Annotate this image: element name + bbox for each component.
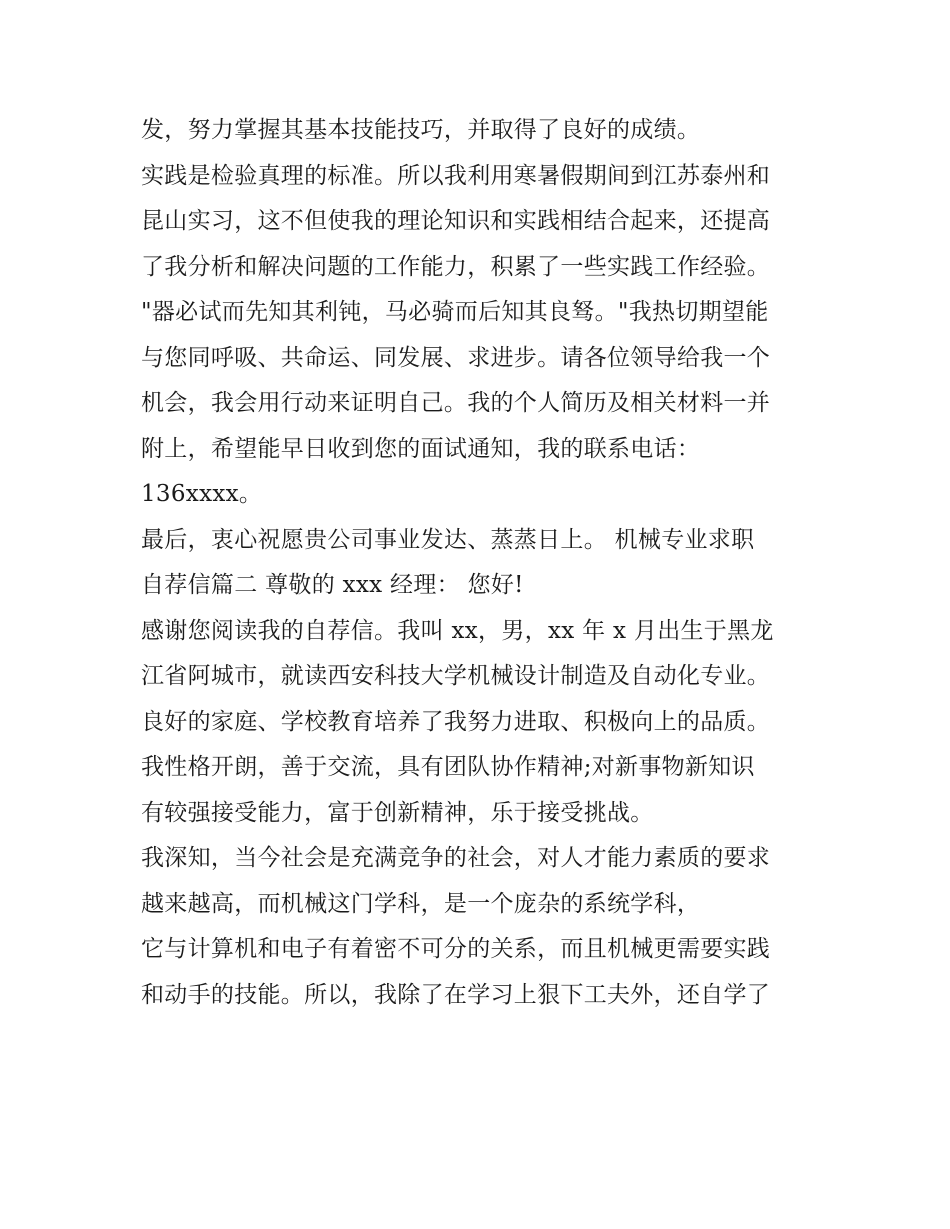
- text-line: 附上，希望能早日收到您的面试通知，我的联系电话：: [141, 435, 701, 462]
- text-line: 江省阿城市，就读西安科技大学机械设计制造及自动化专业。: [141, 663, 771, 689]
- document-body: [141, 108, 831, 1018]
- text-line: 实践是检验真理的标准。所以我利用寒暑假期间到江苏泰州和: [141, 162, 771, 189]
- text-line: 越来越高，而机械这门学科，是一个庞杂的系统学科，: [141, 890, 701, 917]
- text-line: 机会，我会用行动来证明自己。我的个人简历及相关材料一并: [141, 390, 771, 416]
- text-line: 和动手的技能。所以，我除了在学习上狠下工夫外，还自学了: [141, 981, 771, 1008]
- text-line: 感谢您阅读我的自荐信。我叫 xx，男，xx 年 x 月出生于黑龙: [141, 617, 774, 644]
- letter-heading-line: 自荐信篇二 尊敬的 xxx 经理： 您好!: [141, 572, 524, 598]
- phone-number-line: 136xxxx。: [141, 481, 263, 507]
- text-line: 最后，衷心祝愿贵公司事业发达、蒸蒸日上。 机械专业求职: [141, 526, 755, 553]
- text-line: 昆山实习，这不但使我的理论知识和实践相结合起来，还提高: [141, 208, 771, 234]
- text-line: 我性格开朗，善于交流，具有团队协作精神;对新事物新知识: [141, 754, 755, 780]
- text-line: 与您同呼吸、共命运、同发展、求进步。请各位领导给我一个: [141, 344, 771, 371]
- text-line: 有较强接受能力，富于创新精神，乐于接受挑战。: [141, 799, 654, 826]
- text-line: 了我分析和解决问题的工作能力，积累了一些实践工作经验。: [141, 253, 771, 280]
- text-line: 我深知，当今社会是充满竞争的社会，对人才能力素质的要求: [141, 845, 771, 871]
- text-line: 它与计算机和电子有着密不可分的关系，而且机械更需要实践: [141, 936, 771, 962]
- text-line: 良好的家庭、学校教育培养了我努力进取、积极向上的品质。: [141, 708, 771, 735]
- text-line: 发，努力掌握其基本技能技巧，并取得了良好的成绩。: [141, 117, 701, 143]
- text-line: "器必试而先知其利钝，马必骑而后知其良驽。"我热切期望能: [141, 299, 769, 325]
